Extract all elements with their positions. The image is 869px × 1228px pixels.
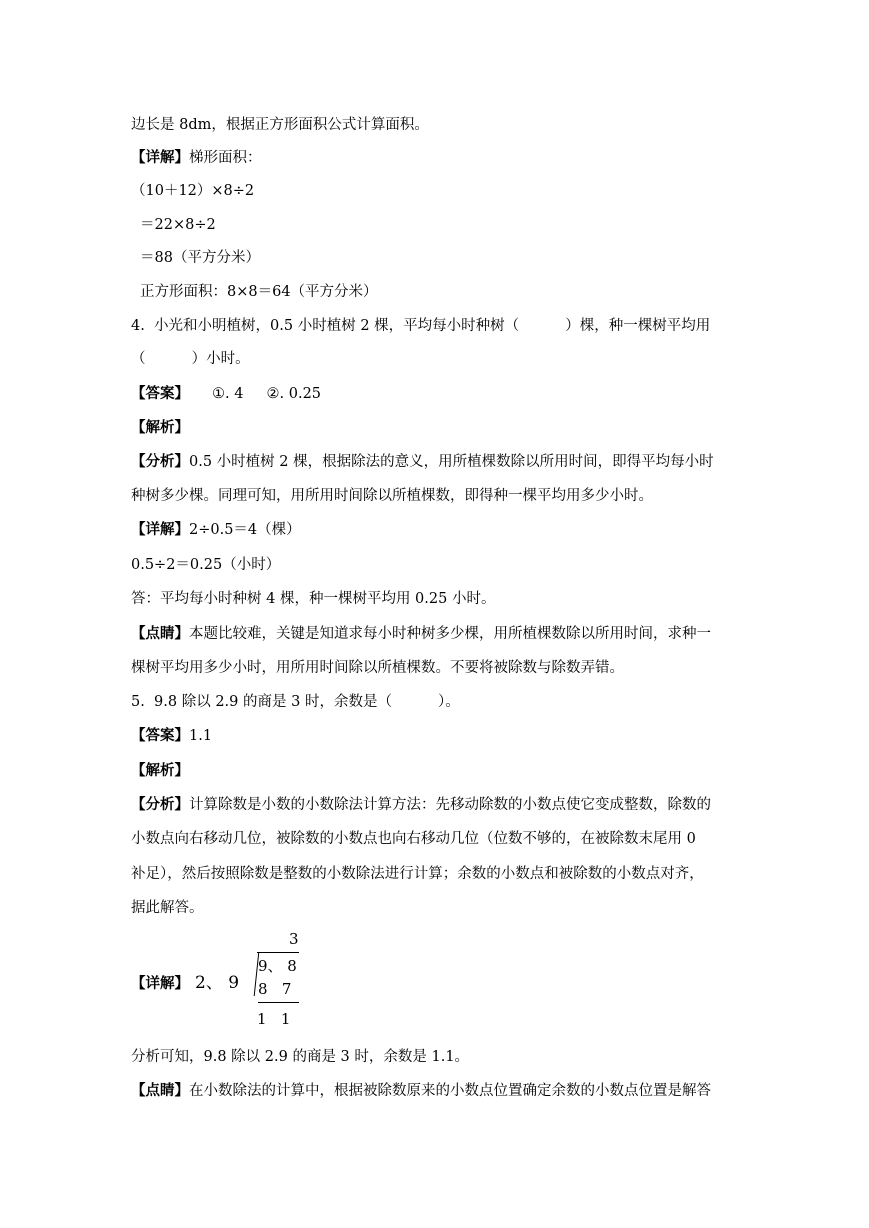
text-line: （10＋12）×8÷2 <box>131 183 255 199</box>
quotient: 3 <box>289 930 299 948</box>
text-line: 0.5÷2＝0.25（小时） <box>131 557 281 573</box>
text-line: ＝88（平方分米） <box>140 250 260 266</box>
text-line: 【点睛】在小数除法的计算中，根据被除数原来的小数点位置确定余数的小数点位置是解答 <box>131 1082 711 1099</box>
text-line: （ ）小时。 <box>131 351 250 367</box>
text-line: 【分析】计算除数是小数的小数除法计算方法：先移动除数的小数点使它变成整数，除数的 <box>131 796 711 813</box>
text-line: 【详解】2÷0.5＝4（棵） <box>131 521 301 538</box>
text-line: 据此解答。 <box>131 900 204 916</box>
answer-line: 【答案】 ①. 4 ②. 0.25 <box>131 385 322 402</box>
remainder: 1 1 <box>257 1010 291 1028</box>
division-bracket-top <box>257 952 299 953</box>
detail-label: 【详解】 <box>131 975 189 992</box>
text-line: 补足），然后按照除数是整数的小数除法进行计算；余数的小数点和被除数的小数点对齐， <box>131 866 704 882</box>
analysis-heading: 【解析】 <box>131 419 189 436</box>
dividend: 9、 8 <box>258 957 297 975</box>
text-line: 答：平均每小时种树 4 棵，种一棵树平均用 0.25 小时。 <box>131 591 496 607</box>
text-line: 分析可知，9.8 除以 2.9 的商是 3 时，余数是 1.1。 <box>131 1049 470 1065</box>
analysis-heading: 【解析】 <box>131 762 189 779</box>
question-4: 4. 小光和小明植树，0.5 小时植树 2 棵，平均每小时种树（ ）棵，种一棵树平均用 <box>131 318 711 334</box>
text-line: 【点睛】本题比较难，关键是知道求每小时种树多少棵，用所植棵数除以所用时间，求种一 <box>131 625 711 642</box>
text-line: 【分析】0.5 小时植树 2 棵，根据除法的意义，用所植棵数除以所用时间，即得平均每小时 <box>131 453 714 470</box>
text-line: 【详解】梯形面积： <box>131 149 262 166</box>
text-line: 小数点向右移动几位，被除数的小数点也向右移动几位（位数不够的，在被除数末尾用 0 <box>131 831 696 847</box>
text-line: ＝22×8÷2 <box>140 217 216 233</box>
text-line: 边长是 8dm，根据正方形面积公式计算面积。 <box>131 117 429 133</box>
text-line: 种树多少棵。同理可知，用所用时间除以所植棵数，即得种一棵平均用多少小时。 <box>131 488 653 504</box>
long-division <box>131 928 331 1028</box>
text-line: 棵树平均用多少小时，用所用时间除以所植棵数。不要将被除数与除数弄错。 <box>131 660 624 676</box>
text-line: 正方形面积：8×8＝64（平方分米） <box>140 284 378 300</box>
question-5: 5. 9.8 除以 2.9 的商是 3 时，余数是（ ）。 <box>131 694 460 710</box>
divisor: 2、 9 <box>195 973 240 993</box>
subtraction-line <box>258 1002 299 1003</box>
product: 8 7 <box>258 980 292 998</box>
answer-line: 【答案】1.1 <box>131 727 213 744</box>
